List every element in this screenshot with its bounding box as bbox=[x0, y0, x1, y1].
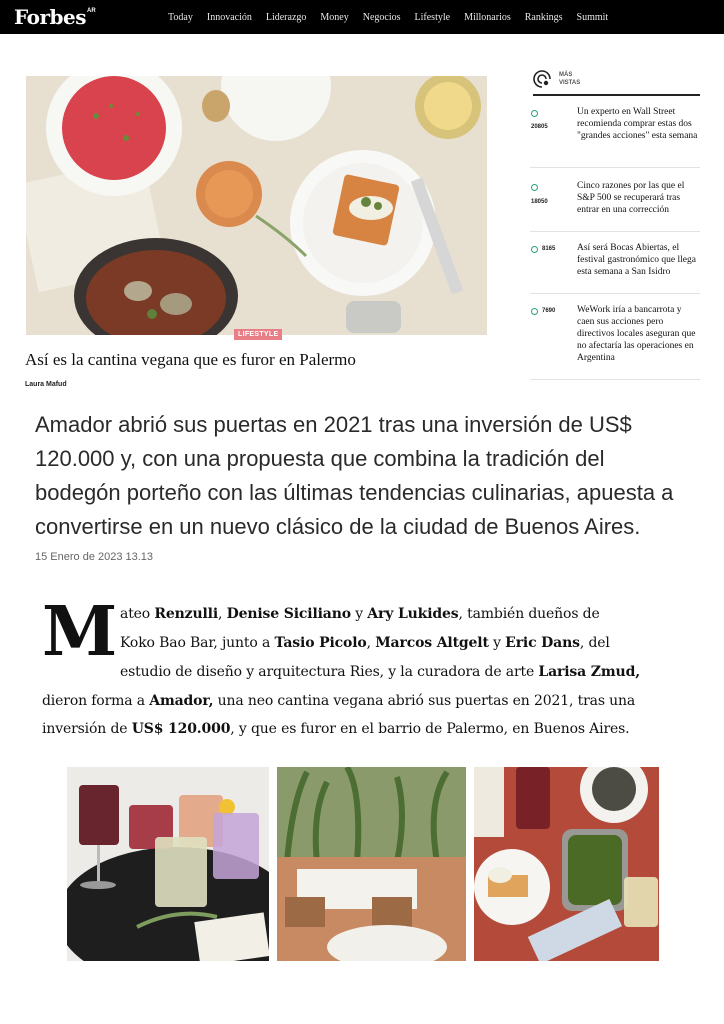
nav-innovacion[interactable]: Innovación bbox=[206, 11, 252, 23]
nav-money[interactable]: Money bbox=[320, 11, 349, 23]
text-run: estudio de diseño y arquitectura Ries, y la curadora de arte bbox=[120, 664, 539, 680]
bold-name: Denise Siciliano bbox=[226, 606, 351, 622]
views-dot-icon bbox=[531, 246, 538, 253]
text-run: inversión de bbox=[42, 721, 132, 737]
food-table-photo bbox=[26, 76, 487, 335]
text-run: , y que es furor en el barrio de Palermo, en Buenos Aires. bbox=[230, 721, 630, 737]
nav-millonarios[interactable]: Millonarios bbox=[464, 11, 511, 23]
nav-today[interactable]: Today bbox=[168, 11, 193, 23]
drinks-photo bbox=[67, 767, 269, 961]
views-count: 18050 bbox=[531, 199, 548, 205]
body-line bbox=[42, 693, 635, 709]
text-run: dieron forma a bbox=[42, 693, 150, 709]
most-viewed-header bbox=[533, 70, 700, 96]
gallery-image-dining-room[interactable] bbox=[277, 767, 466, 961]
feature-image[interactable] bbox=[26, 76, 487, 335]
most-viewed-item[interactable] bbox=[530, 232, 700, 294]
most-viewed-title-line2: VISTAS bbox=[559, 80, 581, 86]
text-run: , del bbox=[579, 635, 610, 651]
drop-cap: M bbox=[42, 592, 118, 672]
nav-rankings[interactable]: Rankings bbox=[524, 11, 563, 23]
bold-name: Tasio Picolo bbox=[274, 635, 367, 651]
most-viewed-item[interactable] bbox=[530, 296, 700, 380]
category-badge[interactable]: LIFESTYLE bbox=[234, 329, 282, 340]
top-navbar bbox=[0, 0, 724, 34]
most-viewed-link[interactable]: Un experto en Wall Street recomienda comprar estas dos "grandes acciones" esta semana bbox=[577, 107, 698, 141]
body-line bbox=[42, 721, 629, 737]
most-viewed-link[interactable]: Cinco razones por las que el S&P 500 se recuperará tras entrar en una corrección bbox=[577, 181, 685, 215]
dining-room-photo bbox=[277, 767, 466, 961]
nav-liderazgo[interactable]: Liderazgo bbox=[265, 11, 307, 23]
text-run: Koko Bao Bar, junto a bbox=[120, 635, 275, 651]
bold-name: Larisa Zmud, bbox=[538, 664, 640, 680]
text-run: , bbox=[366, 635, 376, 651]
bold-name: Ary Lukides bbox=[367, 606, 459, 622]
bold-name: Renzulli bbox=[154, 606, 218, 622]
views-dot-icon bbox=[531, 308, 538, 315]
edition-label: AR bbox=[87, 8, 96, 14]
views-dot-icon bbox=[531, 184, 538, 191]
views-count: 7690 bbox=[542, 308, 556, 314]
most-viewed-item[interactable] bbox=[530, 104, 700, 168]
nav-lifestyle[interactable]: Lifestyle bbox=[414, 11, 451, 23]
views-dot-icon bbox=[531, 110, 538, 117]
bold-name: Eric Dans bbox=[505, 635, 580, 651]
publish-date: 15 Enero de 2023 13.13 bbox=[35, 551, 154, 563]
forbes-logo[interactable]: Forbes bbox=[14, 5, 86, 29]
trending-icon bbox=[533, 70, 551, 88]
text-run: , también dueños de bbox=[458, 606, 600, 622]
body-line bbox=[120, 635, 610, 651]
nav-summit[interactable]: Summit bbox=[576, 11, 609, 23]
bold-name: Marcos Altgelt bbox=[375, 635, 489, 651]
views-count: 8165 bbox=[542, 246, 556, 252]
text-run: una neo cantina vegana abrió sus puertas en 2021, tras una bbox=[213, 693, 636, 709]
text-run: y bbox=[350, 606, 368, 622]
most-viewed-title-line1: MÁS bbox=[559, 72, 573, 78]
bold-name: US$ 120.000 bbox=[131, 721, 231, 737]
text-run: ateo bbox=[120, 606, 155, 622]
body-line bbox=[120, 606, 600, 622]
nav-negocios[interactable]: Negocios bbox=[362, 11, 401, 23]
main-nav bbox=[168, 0, 622, 34]
bold-name: Amador, bbox=[149, 693, 214, 709]
most-viewed-title bbox=[559, 71, 589, 87]
text-run: y bbox=[488, 635, 506, 651]
article-dek: Amador abrió sus puertas en 2021 tras una inversión de US$ 120.000 y, con una propuesta que combina la tradición del bodegón porteño con las últimas tendencias culinarias, apuesta a convertirse en un nuevo clásico de la ciudad de Buenos Aires. bbox=[35, 412, 674, 539]
dishes-photo bbox=[474, 767, 659, 961]
most-viewed-item[interactable] bbox=[530, 170, 700, 232]
feature-headline[interactable]: Así es la cantina vegana que es furor en Palermo bbox=[25, 350, 356, 369]
body-line bbox=[120, 664, 640, 680]
most-viewed-link[interactable]: Así será Bocas Abiertas, el festival gastronómico que llega esta semana a San Isidro bbox=[577, 243, 696, 277]
most-viewed-link[interactable]: WeWork iría a bancarrota y caen sus acciones pero directivos locales aseguran que no afectaría las operaciones en Argentina bbox=[577, 305, 696, 363]
text-run: , bbox=[218, 606, 227, 622]
views-count: 20805 bbox=[531, 124, 548, 130]
gallery-image-dishes[interactable] bbox=[474, 767, 659, 961]
gallery-image-drinks[interactable] bbox=[67, 767, 269, 961]
author-name[interactable]: Laura Mafud bbox=[25, 381, 67, 388]
